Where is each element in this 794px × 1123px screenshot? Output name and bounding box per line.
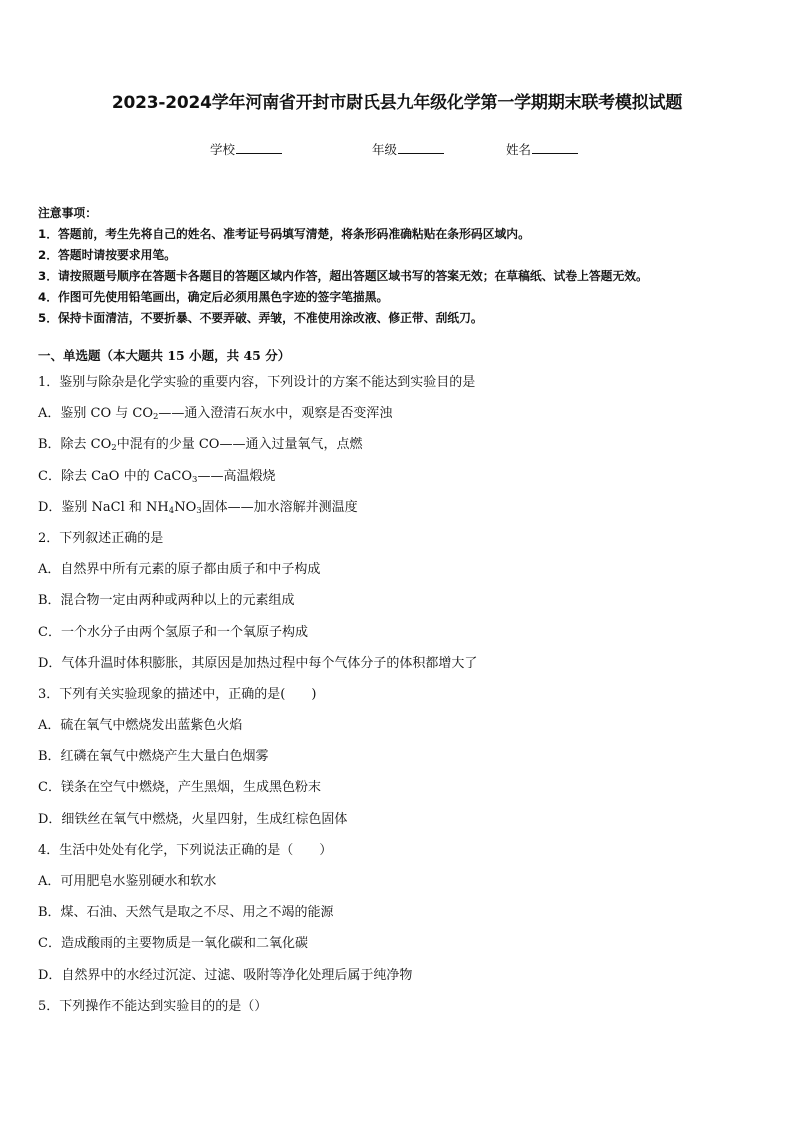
option-line: A．自然界中所有元素的原子都由质子和中子构成 [38,562,321,578]
option-text: A．鉴别 CO 与 CO [38,406,153,422]
subscript: 2 [111,443,117,454]
option-line: A．硫在氧气中燃烧发出蓝紫色火焰 [38,718,243,734]
option-line: D．气体升温时体积膨胀，其原因是加热过程中每个气体分子的体积都增大了 [38,655,478,671]
subscript: 3 [196,505,202,516]
notice-heading: 注意事项： [38,206,97,220]
student-info-row [0,140,794,160]
school-blank[interactable] [236,141,282,154]
subscript: 2 [153,412,159,423]
option-line: B．混合物一定由两种或两种以上的元素组成 [38,593,295,609]
question-stem: 2．下列叙述正确的是 [38,530,164,546]
notice-item: 4．作图可先使用铅笔画出，确定后必须用黑色字迹的签字笔描黑。 [38,290,389,304]
option-line: D．自然界中的水经过沉淀、过滤、吸附等净化处理后属于纯净物 [38,967,413,983]
option-text: ——通入澄清石灰水中，观察是否变浑浊 [158,406,393,422]
option-line: B．煤、石油、天然气是取之不尽、用之不竭的能源 [38,905,334,921]
option-text: D．鉴别 NaCl 和 NH [38,499,169,515]
option-line: A．可用肥皂水鉴别硬水和软水 [38,874,217,889]
subscript: 3 [192,474,198,485]
notice-item: 1．答题前，考生先将自己的姓名、准考证号码填写清楚，将条形码准确粘贴在条形码区域内。 [38,227,530,241]
notice-section [38,203,768,329]
name-blank[interactable] [532,141,578,154]
questions-list [38,372,768,1027]
option-text: C．除去 CaO 中的 CaCO [38,468,193,484]
option-line: C．造成酸雨的主要物质是一氧化碳和二氧化碳 [38,936,308,952]
option-line [38,466,768,497]
option-text: NO [174,499,197,515]
notice-item: 2．答题时请按要求用笔。 [38,248,176,262]
option-text: B．除去 CO [38,437,112,453]
notice-item: 5．保持卡面清洁，不要折暴、不要弄破、弄皱，不准使用涂改液、修正带、刮纸刀。 [38,311,483,325]
option-text: ——高温煅烧 [197,468,276,484]
section-title: 一、单选题（本大题共 15 小题，共 45 分） [38,348,291,363]
subscript: 4 [168,505,175,516]
question-stem: 3．下列有关实验现象的描述中，正确的是( ) [38,686,317,702]
option-line [38,403,768,434]
grade-field[interactable] [372,140,444,158]
school-field[interactable] [210,140,282,158]
question-stem: 4．生活中处处有化学，下列说法正确的是（ ） [38,842,333,858]
question-stem: 5．下列操作不能达到实验目的的是（） [38,998,268,1014]
page-title: 2023-2024学年河南省开封市尉氏县九年级化学第一学期期末联考模拟试题 [111,93,683,113]
option-line [38,434,768,465]
option-text: 中混有的少量 CO——通入过量氧气，点燃 [116,437,363,453]
grade-label: 年级 [372,142,398,157]
name-field[interactable] [506,140,578,158]
question-stem: 1．鉴别与除杂是化学实验的重要内容，下列设计的方案不能达到实验目的是 [38,375,476,390]
option-line: C．镁条在空气中燃烧，产生黑烟，生成黑色粉末 [38,780,321,796]
notice-item: 3．请按照题号顺序在答题卡各题目的答题区域内作答，超出答题区域书写的答案无效；在草稿纸、试卷上答题无效。 [38,269,648,283]
grade-blank[interactable] [398,141,444,154]
option-line [38,497,768,528]
school-label: 学校 [210,142,236,157]
option-text: 固体——加水溶解并测温度 [201,499,358,515]
option-line: C．一个水分子由两个氢原子和一个氧原子构成 [38,624,308,640]
name-label: 姓名 [506,142,532,157]
option-line: B．红磷在氧气中燃烧产生大量白色烟雾 [38,749,269,765]
option-line: D．细铁丝在氧气中燃烧，火星四射，生成红棕色固体 [38,811,348,827]
